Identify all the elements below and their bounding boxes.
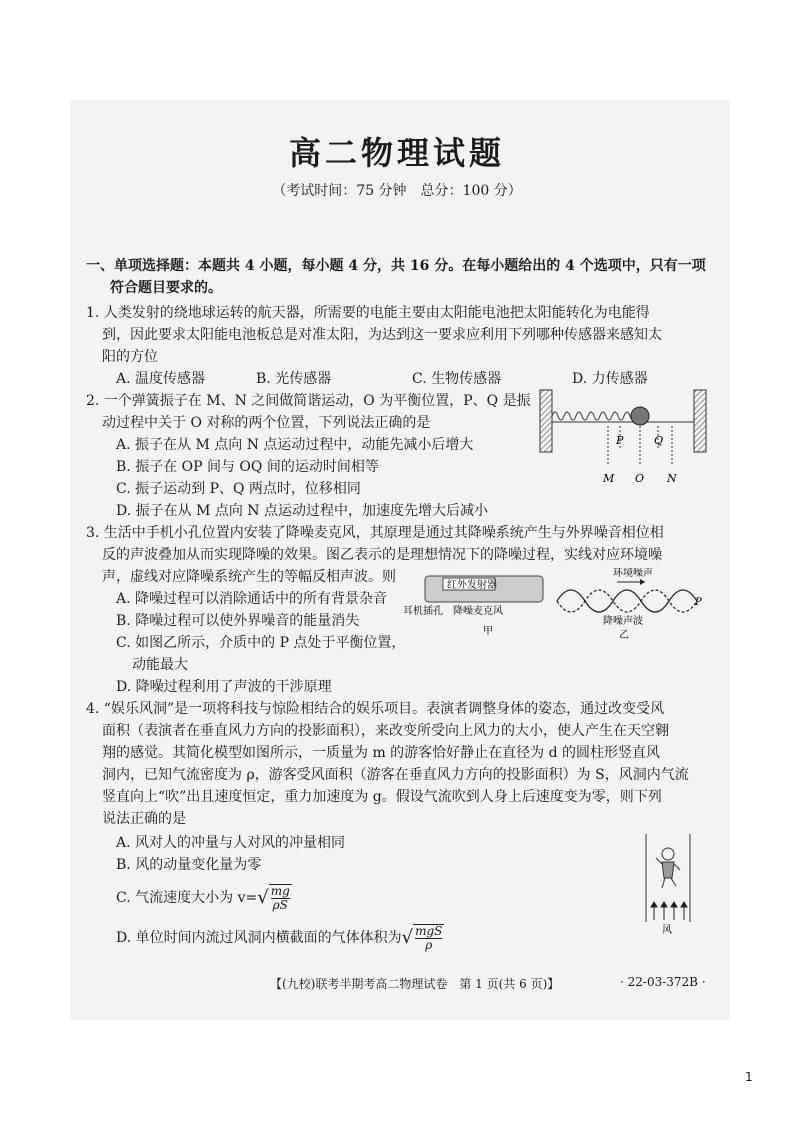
label-anti: 降噪声波 — [603, 616, 643, 627]
label-jack: 耳机插孔 — [403, 606, 443, 617]
label-n: N — [667, 472, 677, 485]
fraction-c: mg ρS — [270, 884, 290, 912]
q3-option-a: A. 降噪过程可以消除通话中的所有背景杂音 — [116, 591, 388, 607]
q1-option-d: D. 力传感器 — [572, 371, 648, 387]
right-wall — [694, 390, 706, 452]
label-ir: 红外发射器 — [447, 580, 497, 591]
q4-option-b: B. 风的动量变化量为零 — [116, 857, 262, 873]
noise-cancel-figure — [395, 568, 707, 642]
q4-option-a: A. 风对人的冲量与人对风的冲量相同 — [116, 835, 346, 851]
label-wind: 风 — [662, 925, 672, 936]
person-body — [662, 862, 674, 878]
question-1: 1. 人类发射的绕地球运转的航天器，所需要的电能主要由太阳能电池把太阳能转化为电能得 到，因此要求太阳能电池板总是对准太阳，为达到这一要求应利用下列哪种传感器来感知太 阳的方位 — [86, 305, 662, 365]
label-mic: 降噪麦克风 — [453, 606, 503, 617]
person-arm-left — [656, 858, 662, 864]
q3-option-c-cont: 动能最大 — [132, 657, 188, 673]
question-4: 4. “娱乐风洞”是一项将科技与惊险相结合的娱乐项目。表演者调整身体的姿态，通过改变受风 面积（表演者在垂直风力方向的投影面积），来改变所受向上风力的大小，使人产生在天空翱 翔的感觉。其简化模型如图所示，一质量为 m 的游客恰好静止在直径为 d 的圆柱形竖直风 洞内，已知气流密度为 ρ，游客受风面积（游客在垂直风力方向的投影面积）为 S，风洞内气流 竖直向上“吹”出且速度恒定，重力加速度为 g。假设气流吹到人身上后速度变为零，则下列 说法正确的是 — [86, 701, 689, 827]
q1-option-a: A. 温度传感器 — [116, 371, 206, 387]
sqrt-sign: √ — [401, 927, 414, 948]
label-p: P — [616, 434, 624, 447]
wind-tunnel-figure — [640, 832, 696, 936]
exam-info: （考试时间：75 分钟 总分：100 分） — [272, 183, 522, 199]
left-wall — [540, 390, 552, 452]
q4-option-d: D. 单位时间内流过风洞内横截面的气体体积为 √ mgS ρ — [116, 924, 443, 952]
question-2: 2. 一个弹簧振子在 M、N 之间做简谐运动，O 为平衡位置，P、Q 是振 动过程中关于 O 对称的两个位置，下列说法正确的是 — [86, 393, 531, 431]
label-env: 环境噪声 — [613, 568, 653, 579]
spring-oscillator-figure — [536, 386, 712, 488]
label-jia: 甲 — [483, 626, 493, 637]
q2-option-c: C. 振子运动到 P、Q 两点时，位移相同 — [116, 481, 361, 497]
q4-option-c: C. 气流速度大小为 v= √ mg ρS — [116, 884, 290, 912]
person-arm-right — [674, 864, 680, 870]
label-m: M — [603, 472, 615, 485]
q1-option-b: B. 光传感器 — [256, 371, 332, 387]
person-leg-left — [662, 878, 665, 888]
env-arrow-head — [640, 579, 645, 585]
q2-option-b: B. 振子在 OP 间与 OQ 间的运动时间相等 — [116, 459, 379, 475]
label-q: Q — [654, 434, 664, 447]
question-3: 3. 生活中手机小孔位置内安装了降噪麦克风，其原理是通过其降噪系统产生与外界噪音相位相 反的声波叠加从而实现降噪的效果。图乙表示的是理想情况下的降噪过程，实线对应环境噪 声，虚线对应降噪系统产生的等幅反相声波。则 — [86, 525, 664, 585]
label-yi: 乙 — [619, 630, 629, 641]
sqrt-sign: √ — [257, 887, 269, 908]
q3-option-d: D. 降噪过程利用了声波的干涉原理 — [116, 679, 332, 695]
wind-arrows — [651, 902, 687, 920]
section-heading: 一、单项选择题：本题共 4 小题，每小题 4 分，共 16 分。在每小题给出的 4 个选项中，只有一项 符合题目要求的。 — [86, 258, 706, 296]
fraction-d: mgS ρ — [415, 924, 443, 952]
q2-option-d: D. 振子在从 M 点向 N 点运动过程中，加速度先增大后减小 — [116, 503, 489, 519]
q3-option-c: C. 如图乙所示，介质中的 P 点处于平衡位置， — [116, 635, 406, 651]
footer-text: 【(九校)联考半期考高二物理试卷 第 1 页(共 6 页)】 — [270, 977, 560, 991]
q1-option-c: C. 生物传感器 — [412, 371, 502, 387]
page-title: 高二物理试题 — [288, 134, 505, 172]
footer-code: · 22-03-372B · — [620, 975, 706, 989]
oscillator-ball — [631, 407, 649, 425]
page-number: 1 — [745, 1070, 753, 1084]
person-leg-right — [671, 878, 676, 886]
label-p-point: P — [695, 597, 702, 608]
person-head — [662, 848, 674, 860]
q2-option-a: A. 振子在从 M 点向 N 点运动过程中，动能先减小后增大 — [116, 437, 474, 453]
label-o: O — [635, 472, 645, 485]
q3-option-b: B. 降噪过程可以使外界噪音的能量消失 — [116, 613, 360, 629]
